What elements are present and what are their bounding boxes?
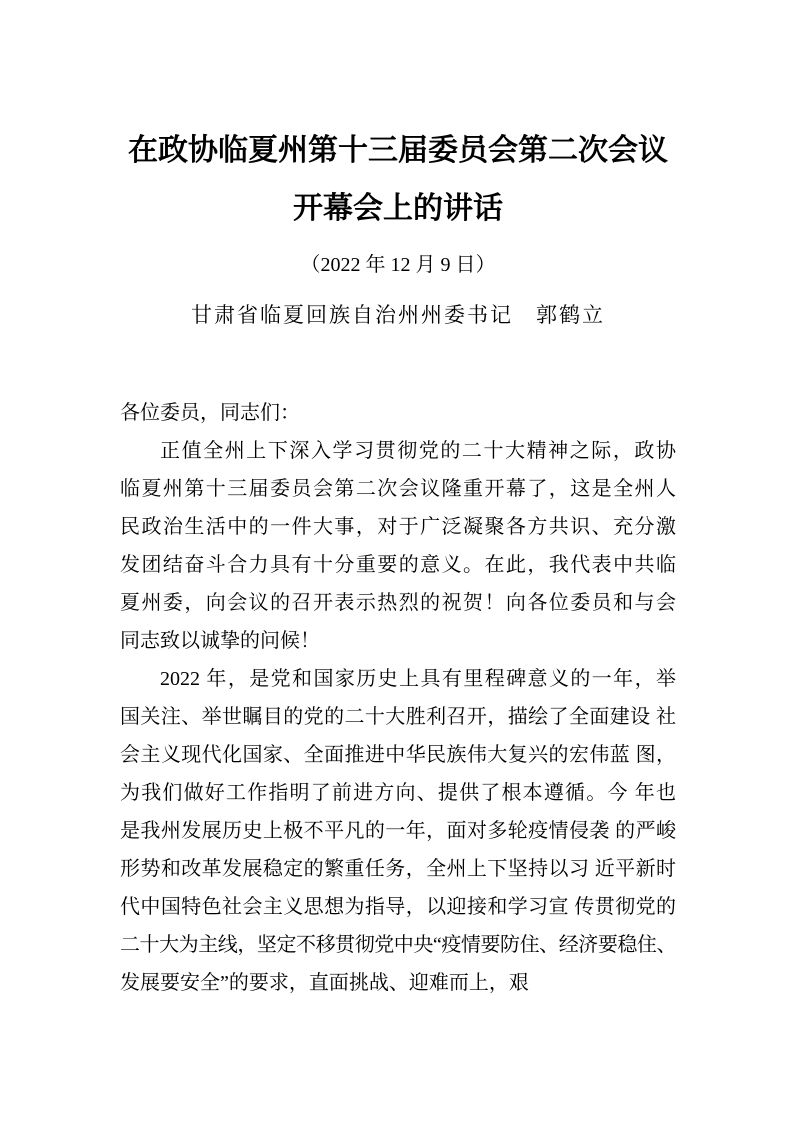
body-line: 代中国特色社会主义思想为指导，以迎接和学习宣 传贯彻党的 bbox=[120, 896, 676, 918]
body-line: 各位委员，同志们： bbox=[120, 402, 300, 424]
document-date: （2022 年 12 月 9 日） bbox=[300, 254, 496, 276]
body-line: 夏州委，向会议的召开表示热烈的祝贺！向各位委员和与会 bbox=[120, 592, 676, 614]
body-line: 国关注、举世瞩目的党的二十大胜利召开，描绘了全面建设 社 bbox=[120, 706, 676, 728]
body-line: 正值全州上下深入学习贯彻党的二十大精神之际，政协 bbox=[160, 440, 676, 462]
title-line-2: 开幕会上的讲话 bbox=[293, 192, 503, 225]
title-line-1: 在政协临夏州第十三届委员会第二次会议 bbox=[128, 134, 668, 167]
body-line: 发展要安全”的要求，直面挑战、迎难而上，艰 bbox=[120, 972, 529, 994]
document-byline: 甘肃省临夏回族自治州州委书记 郭鹤立 bbox=[191, 303, 605, 327]
body-line: 同志致以诚挚的问候！ bbox=[120, 630, 320, 652]
body-line: 为我们做好工作指明了前进方向、提供了根本遵循。今 年也 bbox=[120, 782, 676, 804]
body-line: 2022 年，是党和国家历史上具有里程碑意义的一年，举 bbox=[160, 668, 676, 690]
body-line: 形势和改革发展稳定的繁重任务，全州上下坚持以习 近平新时 bbox=[120, 858, 676, 880]
document-body bbox=[120, 394, 676, 1002]
body-line: 临夏州第十三届委员会第二次会议隆重开幕了，这是全州人 bbox=[120, 478, 676, 500]
body-line: 是我州发展历史上极不平凡的一年，面对多轮疫情侵袭 的严峻 bbox=[120, 820, 676, 842]
body-line: 民政治生活中的一件大事，对于广泛凝聚各方共识、充分激 bbox=[120, 516, 676, 538]
document-title bbox=[120, 122, 676, 238]
body-line: 二十大为主线，坚定不移贯彻党中央“疫情要防住、经济要稳住、 bbox=[120, 934, 676, 956]
body-line: 会主义现代化国家、全面推进中华民族伟大复兴的宏伟蓝 图， bbox=[120, 744, 676, 766]
body-line: 发团结奋斗合力具有十分重要的意义。在此，我代表中共临 bbox=[120, 554, 676, 576]
